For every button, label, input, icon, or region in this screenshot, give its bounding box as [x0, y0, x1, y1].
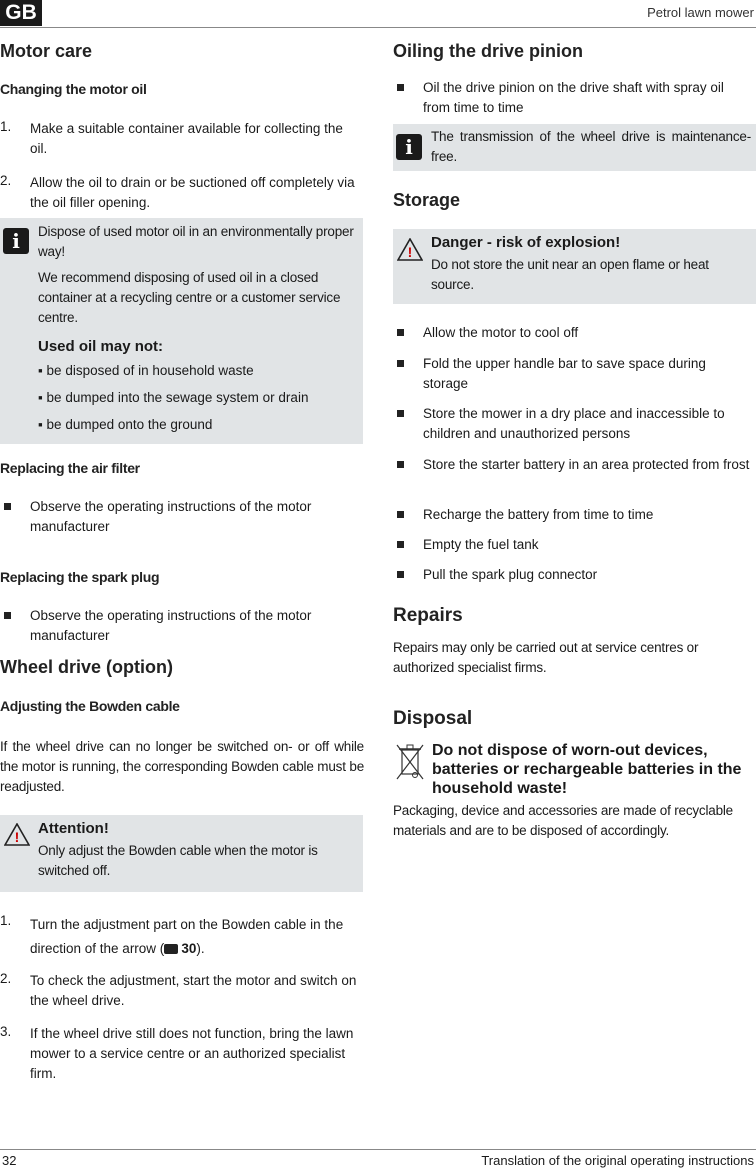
step-text: Allow the oil to drain or be suctioned off completely via the oil filler opening. [30, 175, 355, 210]
bullet-icon [397, 410, 404, 417]
bullet-icon [397, 571, 404, 578]
danger-box [393, 229, 756, 304]
storage-heading: Storage [393, 190, 461, 210]
bullet-icon [397, 461, 404, 468]
page-header [0, 0, 756, 28]
repairs-text: Repairs may only be carried out at service centres or authorized specialist firms. [393, 640, 699, 675]
step-number: 1. [0, 119, 12, 134]
svg-text:!: ! [14, 829, 20, 845]
bullet-icon [397, 511, 404, 518]
changing-oil-heading: Changing the motor oil [0, 81, 147, 97]
bowden-text: If the wheel drive can no longer be switched on- or off while the motor is running, the corresponding Bowden cable must be readjusted. [0, 739, 364, 794]
footer-text: Translation of the original operating instructions [481, 1153, 754, 1168]
bullet-icon [397, 84, 404, 91]
danger-text: Do not store the unit near an open flame or heat source. [431, 257, 709, 292]
language-badge: GB [0, 0, 42, 26]
disposal-text: Packaging, device and accessories are made of recyclable materials and are to be disposed of accordingly. [393, 803, 733, 838]
oil-disposal-note [0, 218, 363, 444]
oiling-heading: Oiling the drive pinion [393, 41, 584, 61]
step-text: Make a suitable container available for collecting the oil. [30, 121, 343, 156]
note-title: Used oil may not: [38, 338, 164, 355]
wheel-drive-heading: Wheel drive (option) [0, 657, 173, 677]
note-item: ▪ be dumped into the sewage system or drain [38, 390, 309, 405]
repairs-heading: Repairs [393, 605, 463, 626]
danger-title: Danger - risk of explosion! [431, 234, 621, 251]
page-footer [0, 1149, 756, 1169]
spark-plug-heading: Replacing the spark plug [0, 569, 160, 585]
note-paragraph-2: We recommend disposing of used oil in a closed container at a recycling centre or a customer service centre. [38, 270, 341, 325]
attention-box [0, 815, 363, 892]
note-paragraph-1: Dispose of used motor oil in an environmentally proper way! [38, 224, 354, 259]
bullet-icon [4, 612, 11, 619]
warning-icon [397, 238, 423, 261]
note-item: ▪ be disposed of in household waste [38, 363, 254, 378]
figure-ref: 30 [181, 941, 197, 956]
oiling-note: i The transmission of the wheel drive is maintenance-free. [393, 124, 756, 171]
note-item: ▪ be dumped onto the ground [38, 417, 213, 432]
info-icon: i [3, 228, 29, 254]
motor-care-heading: Motor care [0, 41, 93, 61]
crossed-bin-icon [395, 742, 425, 782]
disposal-heading: Disposal [393, 708, 473, 729]
bullet-icon [397, 360, 404, 367]
warning-icon [4, 823, 30, 846]
bullet-icon [397, 541, 404, 548]
attention-text: Only adjust the Bowden cable when the motor is switched off. [38, 843, 318, 878]
bullet-icon [4, 503, 11, 510]
disposal-warning: Do not dispose of worn-out devices, batteries or rechargeable batteries in the household waste! [432, 742, 742, 797]
header-title: Petrol lawn mower [647, 5, 754, 20]
step-number: 2. [0, 173, 12, 188]
attention-title: Attention! [38, 820, 109, 837]
page-number: 32 [2, 1153, 17, 1168]
bullet-icon [397, 329, 404, 336]
info-icon: i [396, 134, 422, 160]
svg-text:!: ! [407, 244, 413, 260]
bowden-heading: Adjusting the Bowden cable [0, 698, 180, 714]
camera-icon [164, 944, 178, 954]
air-filter-heading: Replacing the air filter [0, 460, 140, 476]
